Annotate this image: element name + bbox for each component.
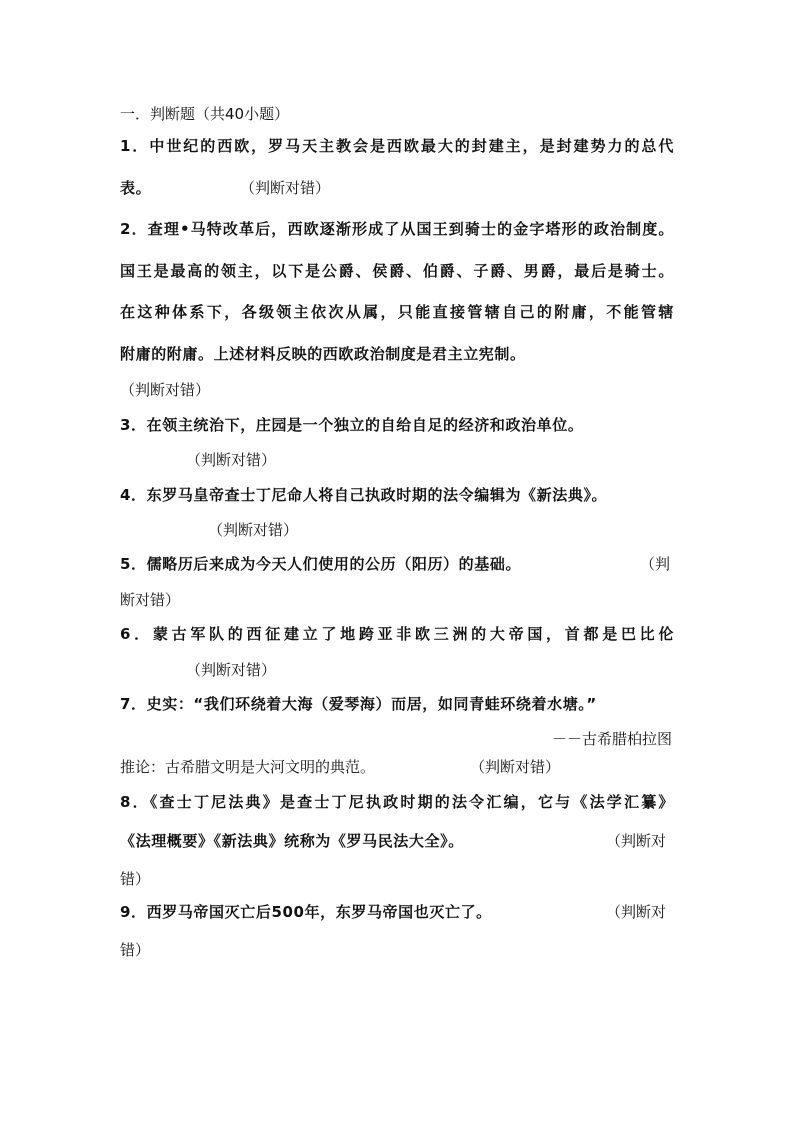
q6-line1: 6．蒙古军队的西征建立了地跨亚非欧三洲的大帝国，首都是巴比伦 [120,625,674,643]
q2-line3: 在这种体系下，各级领主依次从属，只能直接管辖自己的附庸，不能管辖 [120,303,674,321]
q2-line1: 2．查理•马特改革后，西欧逐渐形成了从国王到骑士的金字塔形的政治制度。 [120,220,674,238]
q8-judge-mark-part2: 错） [120,870,151,888]
q4-judge-mark: （判断对错） [208,521,299,539]
q3-judge-mark: （判断对错） [186,451,277,469]
q2-judge-mark: （判断对错） [120,381,211,399]
q1-line1: 1．中世纪的西欧，罗马天主教会是西欧最大的封建主，是封建势力的总代 [120,137,674,155]
q1-judge-mark: （判断对错） [240,179,331,197]
q7-line1: 7．史实：“我们环绕着大海（爱琴海）而居，如同青蛙环绕着水塘。” [120,695,597,713]
q5-judge-mark-part2: 断对错） [120,591,181,609]
q4-line1: 4．东罗马皇帝查士丁尼命人将自己执政时期的法令编辑为《新法典》。 [120,486,608,504]
q7-source: －－古希腊柏拉图 [551,730,672,748]
q7-inference: 推论：古希腊文明是大河文明的典范。 [120,758,376,776]
q2-line2: 国王是最高的领主，以下是公爵、侯爵、伯爵、子爵、男爵，最后是骑士。 [120,262,674,280]
q8-judge-mark-part1: （判断对 [606,832,667,850]
q6-judge-mark: （判断对错） [186,661,277,679]
q2-line4: 附庸的附庸。上述材料反映的西欧政治制度是君主立宪制。 [120,345,526,363]
q1-line2: 表。 [120,179,152,197]
q7-judge-mark: （判断对错） [470,758,561,776]
q9-judge-mark-part2: 错） [120,941,151,959]
q8-line2: 《法理概要》《新法典》统称为《罗马民法大全》。 [120,832,464,850]
q9-judge-mark-part1: （判断对 [606,903,667,921]
q5-judge-mark-part1: （判 [640,555,671,573]
q9-line1: 9．西罗马帝国灭亡后500年，东罗马帝国也灭亡了。 [120,903,492,921]
q5-line1: 5．儒略历后来成为今天人们使用的公历（阳历）的基础。 [120,555,522,573]
q8-line1: 8．《查士丁尼法典》是查士丁尼执政时期的法令汇编，它与《法学汇纂》 [120,793,674,811]
q3-line1: 3．在领主统治下，庄园是一个独立的自给自足的经济和政治单位。 [120,416,584,434]
section-title: 一．判断题（共40小题） [120,105,290,123]
